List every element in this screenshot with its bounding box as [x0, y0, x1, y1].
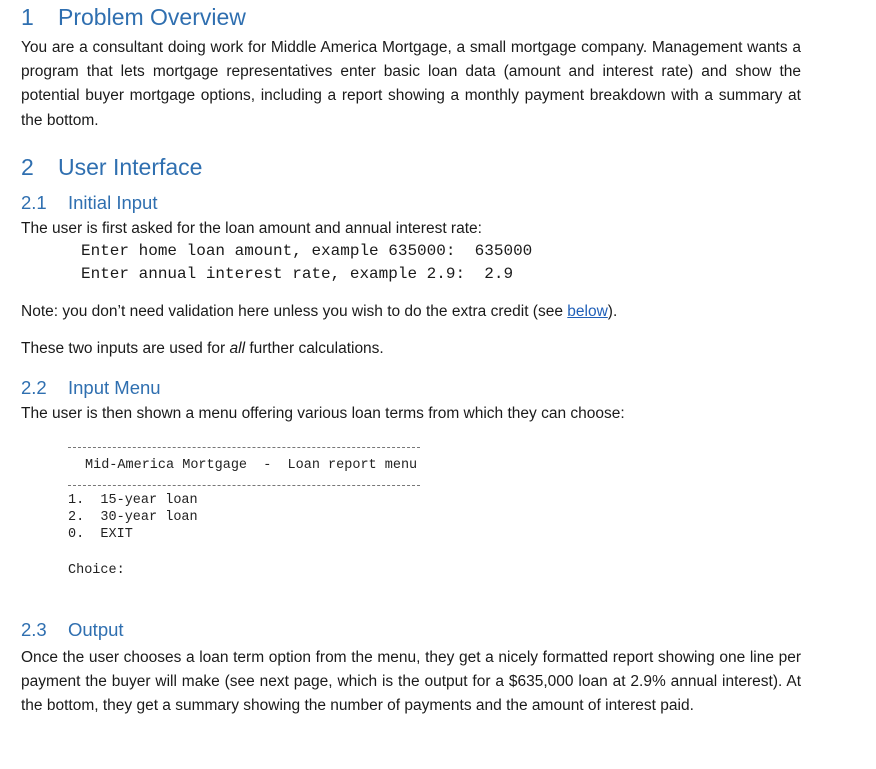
- section-number: 2.3: [21, 619, 47, 640]
- loan-amount-value: 635000: [474, 242, 533, 260]
- note-text: Note: you don’t need validation here unless you wish to do the extra credit (see: [21, 303, 568, 320]
- menu-item-number: 2.: [68, 510, 85, 525]
- section-title: User Interface: [58, 154, 203, 180]
- input-menu-intro: The user is then shown a menu offering various loan terms from which they can choose:: [21, 405, 625, 422]
- loan-amount-prompt: [81, 242, 532, 260]
- validation-note: [21, 303, 617, 321]
- menu-item: [68, 510, 198, 525]
- note-text-end: ).: [607, 303, 618, 320]
- interest-rate-prompt: [81, 265, 513, 283]
- below-link[interactable]: below: [567, 303, 608, 320]
- section-number: 1: [21, 4, 34, 30]
- section-title: Input Menu: [68, 377, 161, 398]
- section-title: Initial Input: [68, 192, 158, 213]
- loan-amount-label: Enter home loan amount, example 635000:: [81, 242, 456, 260]
- section-number: 2.1: [21, 192, 47, 213]
- menu-item-label: 15-year loan: [100, 493, 198, 508]
- usage-emphasis: all: [229, 340, 246, 357]
- usage-text-end: further calculations.: [245, 340, 384, 357]
- choice-prompt: Choice:: [68, 563, 125, 578]
- output-paragraph: Once the user chooses a loan term option from the menu, they get a nicely formatted report showing one line per payment the buyer will make (see next page, which is the output for a $635,000 loan at 2.9% annual interest). At the bottom, they get a summary showing the number of payments and the amount of interest paid.: [21, 649, 801, 715]
- interest-rate-value: 2.9: [484, 265, 514, 283]
- section-number: 2: [21, 154, 34, 180]
- menu-divider: [68, 447, 420, 448]
- menu-item-label: 30-year loan: [100, 510, 198, 525]
- usage-text: These two inputs are used for: [21, 340, 230, 357]
- menu-item: [68, 493, 198, 508]
- interest-rate-label: Enter annual interest rate, example 2.9:: [81, 265, 466, 283]
- section-2-heading: [21, 154, 202, 181]
- menu-item-number: 0.: [68, 527, 85, 542]
- section-title: Problem Overview: [58, 4, 246, 30]
- section-number: 2.2: [21, 377, 47, 398]
- menu-item: [68, 527, 133, 542]
- section-2-1-heading: [21, 192, 157, 214]
- menu-item-label: EXIT: [100, 527, 133, 542]
- menu-item-number: 1.: [68, 493, 85, 508]
- initial-input-intro: The user is first asked for the loan amount and annual interest rate:: [21, 220, 482, 237]
- overview-paragraph: You are a consultant doing work for Middle America Mortgage, a small mortgage company. Management wants a program that lets mortgage representatives enter basic loan data (amount and interest rate) and show the potential buyer mortgage options, including a report showing a monthly payment breakdown with a summary at the bottom.: [21, 39, 801, 129]
- section-2-2-heading: [21, 377, 161, 399]
- menu-title: Mid-America Mortgage - Loan report menu: [85, 458, 418, 473]
- section-1-heading: [21, 4, 246, 31]
- section-title: Output: [68, 619, 124, 640]
- inputs-usage-note: [21, 340, 384, 358]
- menu-divider: [68, 485, 420, 486]
- section-2-3-heading: [21, 619, 124, 641]
